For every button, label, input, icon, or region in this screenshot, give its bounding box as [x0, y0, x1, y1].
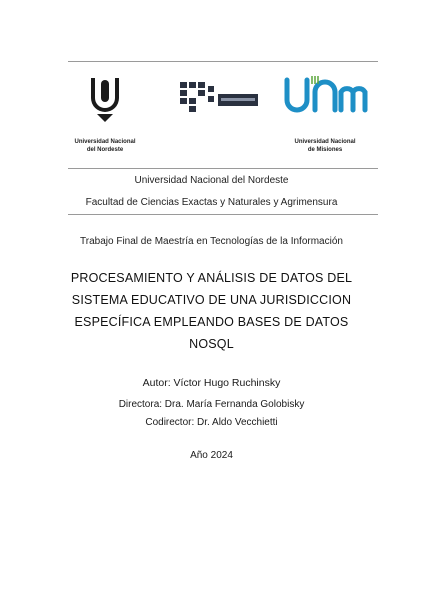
- unam-caption: Universidad Nacional de Misiones: [294, 139, 356, 153]
- unne-logo: [88, 76, 122, 126]
- faculty-name: Facultad de Ciencias Exactas y Naturales y Agrimensura: [85, 197, 338, 208]
- faculty-logo: [178, 80, 260, 114]
- lower-rule: [68, 214, 378, 215]
- author: Autor: Víctor Hugo Ruchinsky: [142, 377, 281, 389]
- year: Año 2024: [190, 450, 233, 461]
- program-name: Trabajo Final de Maestría en Tecnologías de la Información: [80, 236, 343, 247]
- unam-logo: [281, 74, 369, 116]
- unne-caption: Universidad Nacional del Nordeste: [74, 139, 136, 153]
- thesis-title-line-4: NOSQL: [189, 337, 234, 351]
- codirector: Codirector: Dr. Aldo Vecchietti: [145, 417, 278, 428]
- thesis-title-line-3: ESPECÍFICA EMPLEANDO BASES DE DATOS: [74, 315, 349, 329]
- mid-rule: [68, 168, 378, 169]
- director: Directora: Dra. María Fernanda Golobisky: [118, 399, 305, 410]
- top-rule: [68, 61, 378, 62]
- thesis-title-line-2: SISTEMA EDUCATIVO DE UNA JURISDICCION: [71, 293, 352, 307]
- university-name: Universidad Nacional del Nordeste: [134, 175, 289, 186]
- thesis-title-line-1: PROCESAMIENTO Y ANÁLISIS DE DATOS DEL: [70, 271, 353, 285]
